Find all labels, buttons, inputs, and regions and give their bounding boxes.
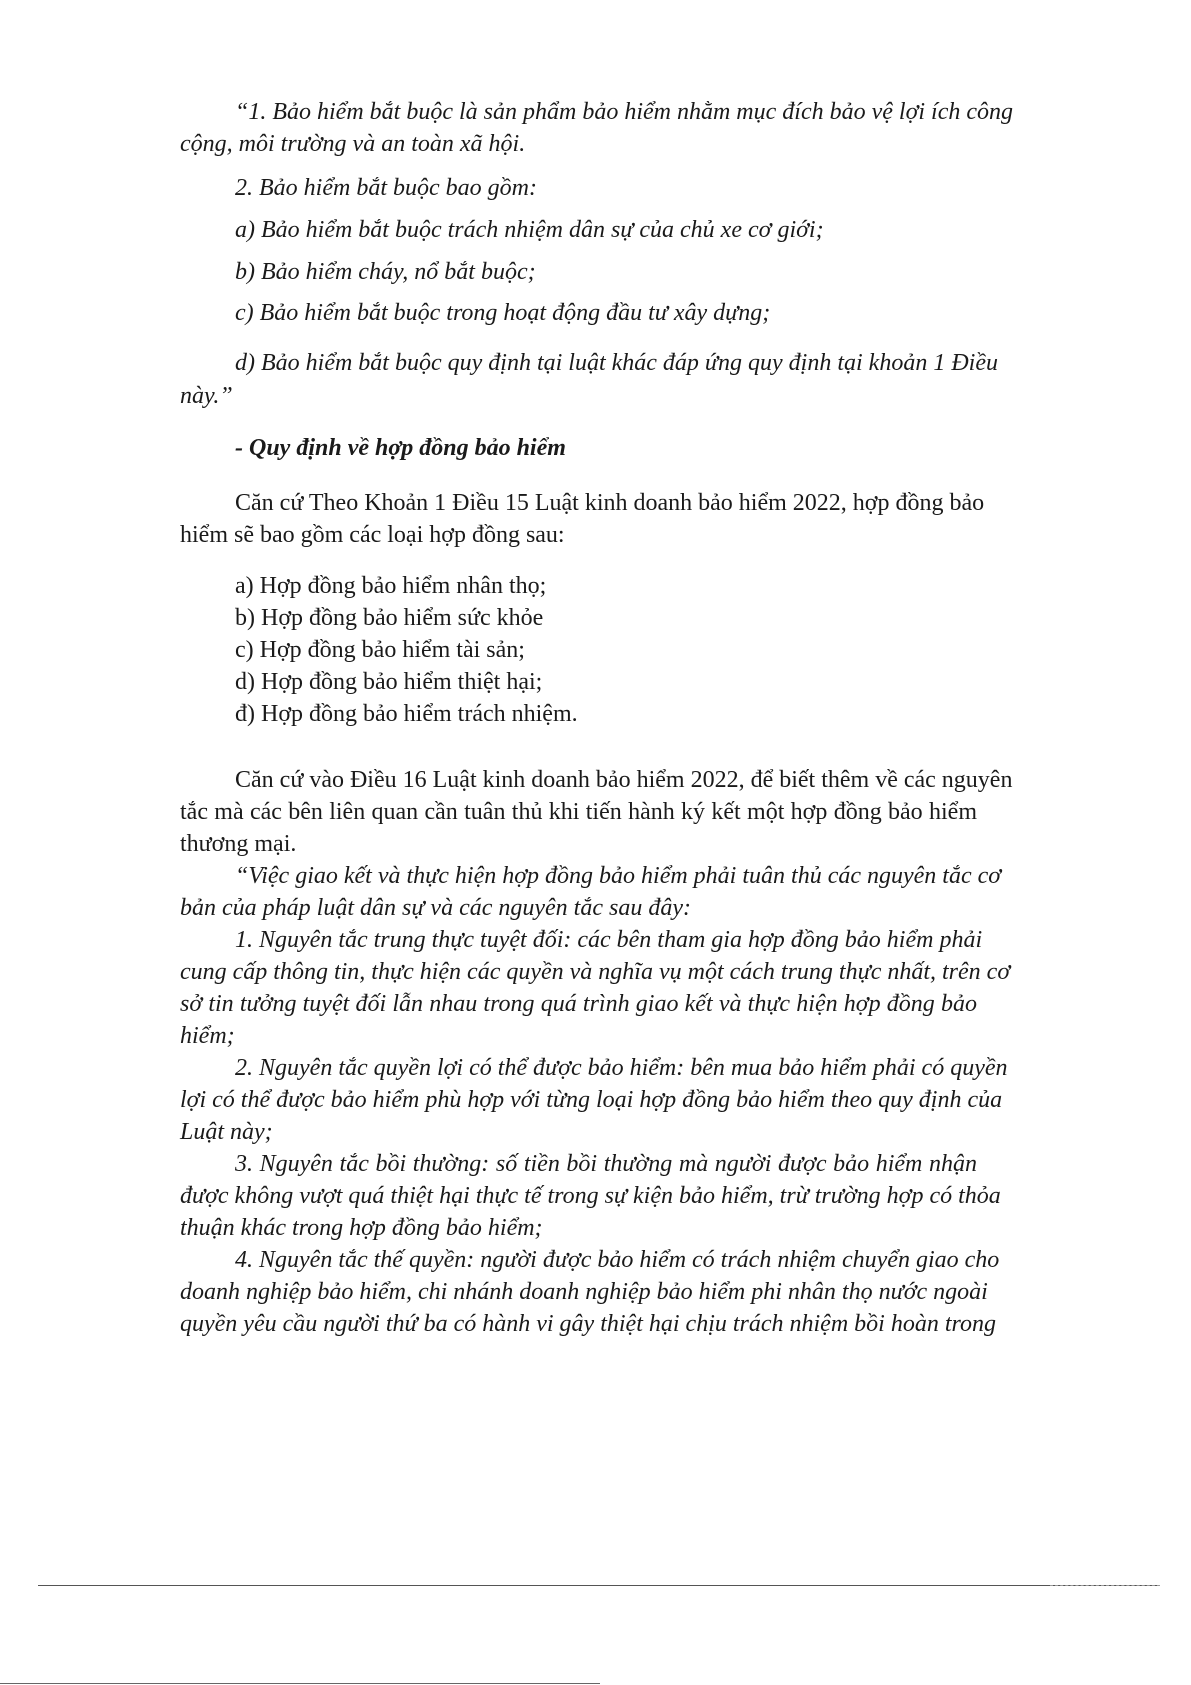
principles-quote-line: lợi có thể được bảo hiểm phù hợp với từng loại hợp đồng bảo hiểm theo quy định của [180,1087,1003,1113]
quote-item-1-line-2: cộng, môi trường và an toàn xã hội. [180,131,526,157]
section-heading-contract: - Quy định về hợp đồng bảo hiểm [235,435,566,461]
quote-item-d-line-2: này.” [180,383,233,409]
principles-quote-line: bản của pháp luật dân sự và các nguyên tắc sau đây: [180,895,691,921]
principles-quote-line: cung cấp thông tin, thực hiện các quyền và nghĩa vụ một cách trung thực nhất, trên cơ [180,959,1011,985]
article16-intro-line: tắc mà các bên liên quan cần tuân thủ khi tiến hành ký kết một hợp đồng bảo hiểm [180,799,977,825]
principles-quote-line: được không vượt quá thiệt hại thực tế trong sự kiện bảo hiểm, trừ trường hợp có thỏa [180,1183,1001,1209]
contract-type-item: b) Hợp đồng bảo hiểm sức khỏe [235,605,544,631]
quote-item-a: a) Bảo hiểm bắt buộc trách nhiệm dân sự của chủ xe cơ giới; [235,217,824,243]
principles-quote-line: hiểm; [180,1023,235,1049]
quote-item-d-line-1: d) Bảo hiểm bắt buộc quy định tại luật khác đáp ứng quy định tại khoản 1 Điều [235,350,998,376]
principles-quote-line: “Việc giao kết và thực hiện hợp đồng bảo hiểm phải tuân thủ các nguyên tắc cơ [235,863,1002,889]
contract-intro-line-1: Căn cứ Theo Khoản 1 Điều 15 Luật kinh doanh bảo hiểm 2022, hợp đồng bảo [235,490,985,516]
principles-quote-line: sở tin tưởng tuyệt đối lẫn nhau trong quá trình giao kết và thực hiện hợp đồng bảo [180,991,977,1017]
principles-quote-line: 1. Nguyên tắc trung thực tuyệt đối: các bên tham gia hợp đồng bảo hiểm phải [235,927,983,953]
contract-intro-line-2: hiểm sẽ bao gồm các loại hợp đồng sau: [180,522,565,548]
contract-type-item: d) Hợp đồng bảo hiểm thiệt hại; [235,669,543,695]
contract-type-item: đ) Hợp đồng bảo hiểm trách nhiệm. [235,701,578,727]
principles-quote-line: 3. Nguyên tắc bồi thường: số tiền bồi thường mà người được bảo hiểm nhận [235,1151,977,1177]
footer-divider [38,1585,1158,1586]
quote-item-b: b) Bảo hiểm cháy, nổ bắt buộc; [235,259,536,285]
footer-divider-dashed [1050,1585,1160,1586]
principles-quote-line: 4. Nguyên tắc thế quyền: người được bảo hiểm có trách nhiệm chuyển giao cho [235,1247,1000,1273]
principles-quote-line: 2. Nguyên tắc quyền lợi có thể được bảo hiểm: bên mua bảo hiểm phải có quyền [235,1055,1008,1081]
contract-type-item: a) Hợp đồng bảo hiểm nhân thọ; [235,573,547,599]
article16-intro-line: Căn cứ vào Điều 16 Luật kinh doanh bảo hiểm 2022, để biết thêm về các nguyên [235,767,1013,793]
bottom-edge-line [0,1683,600,1684]
article16-intro-line: thương mại. [180,831,297,857]
principles-quote-line: Luật này; [180,1119,273,1145]
quote-item-2: 2. Bảo hiểm bắt buộc bao gồm: [235,175,537,201]
principles-quote-line: doanh nghiệp bảo hiểm, chi nhánh doanh nghiệp bảo hiểm phi nhân thọ nước ngoài [180,1279,988,1305]
quote-item-c: c) Bảo hiểm bắt buộc trong hoạt động đầu tư xây dựng; [235,300,771,326]
principles-quote-line: thuận khác trong hợp đồng bảo hiểm; [180,1215,543,1241]
contract-type-item: c) Hợp đồng bảo hiểm tài sản; [235,637,525,663]
principles-quote-line: quyền yêu cầu người thứ ba có hành vi gây thiệt hại chịu trách nhiệm bồi hoàn trong [180,1311,996,1337]
quote-item-1-line-1: “1. Bảo hiểm bắt buộc là sản phẩm bảo hiểm nhằm mục đích bảo vệ lợi ích công [235,99,1014,125]
